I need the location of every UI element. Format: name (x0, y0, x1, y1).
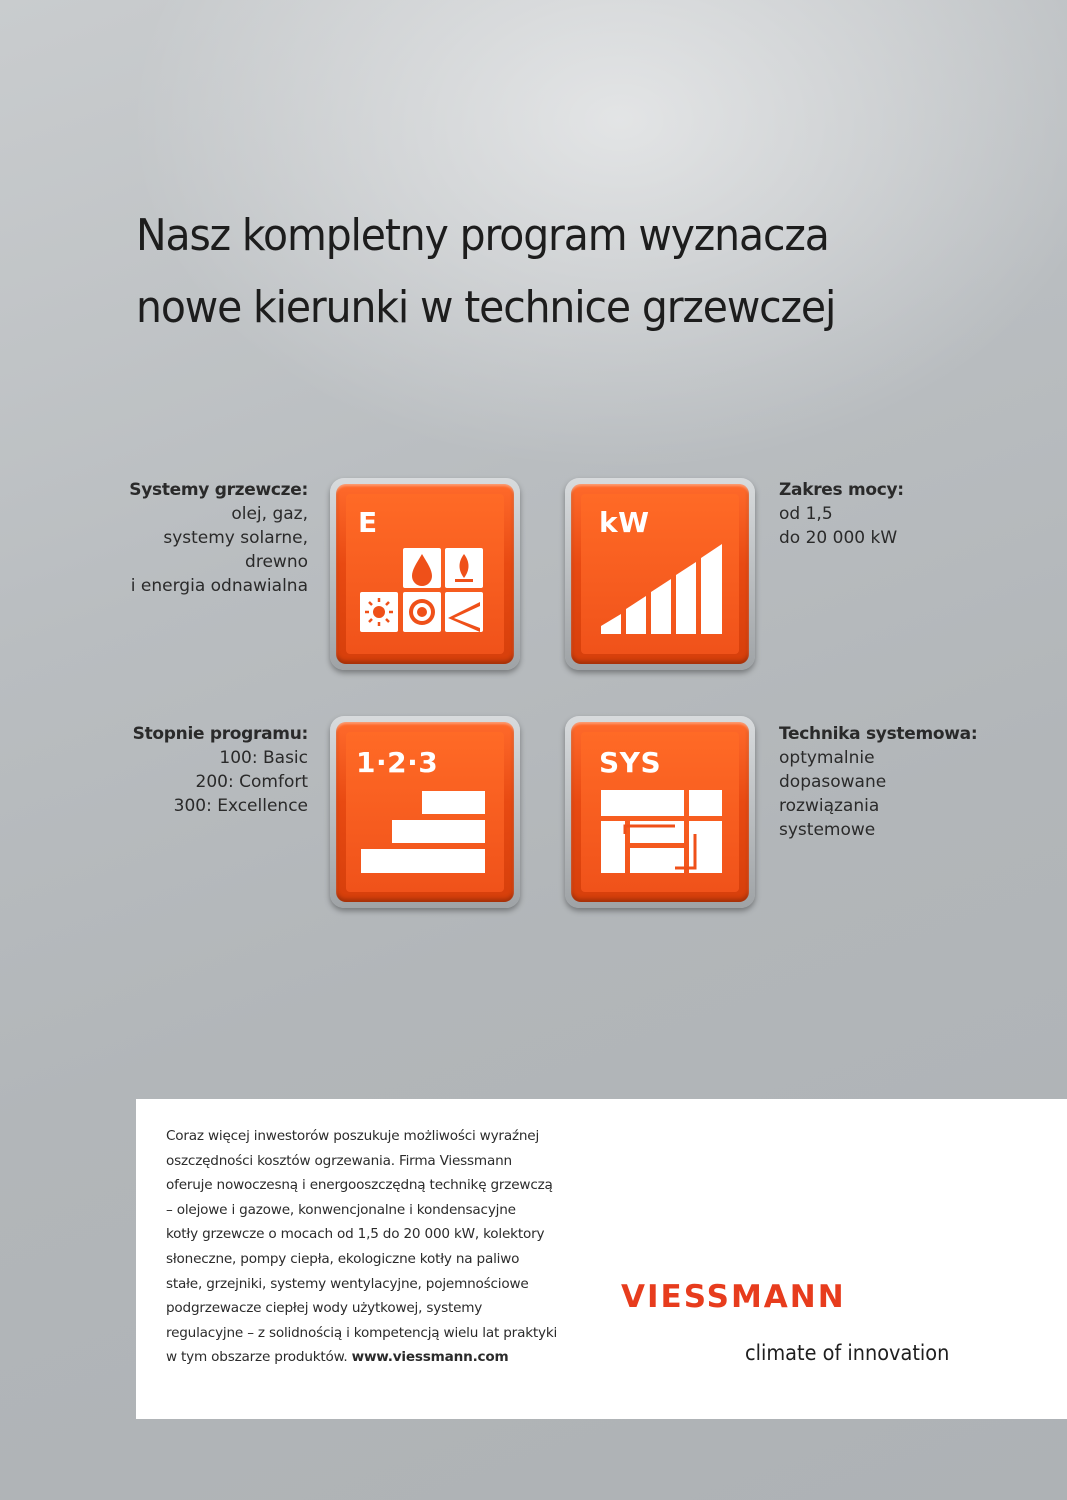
info-line: oferuje nowoczesną i energooszczędną technikę grzewczą (166, 1177, 553, 1194)
system-caption-title: Technika systemowa: (779, 724, 978, 744)
levels-caption-line: 300: Excellence (173, 796, 308, 816)
key-power (565, 478, 755, 670)
info-line: słoneczne, pompy ciepła, ekologiczne kotły na paliwo (166, 1250, 520, 1267)
info-line: stałe, grzejniki, systemy wentylacyjne, pojemnościowe (166, 1275, 529, 1292)
headline-line-1: Nasz kompletny program wyznacza (136, 210, 829, 261)
info-panel (136, 1099, 1067, 1419)
system-caption-line: optymalnie (779, 748, 875, 768)
system-caption-line: dopasowane (779, 772, 887, 792)
heating-caption-line: systemy solarne, (163, 528, 308, 548)
power-caption-line: do 20 000 kW (779, 528, 898, 548)
website-link[interactable]: www.viessmann.com (351, 1349, 509, 1366)
heating-caption-line: i energia odnawialna (130, 576, 308, 596)
system-caption-line: systemowe (779, 820, 876, 840)
heating-caption-title: Systemy grzewcze: (129, 480, 308, 500)
headline-line-2: nowe kierunki w technice grzewczej (136, 282, 836, 333)
info-text (166, 1124, 586, 1370)
levels-caption-title: Stopnie programu: (132, 724, 308, 744)
steps-icon (330, 716, 520, 908)
viessmann-logo (621, 1279, 961, 1379)
info-line: regulacyjne – z solidnością i kompetencją wielu lat praktyki (166, 1324, 558, 1341)
levels-caption-line: 100: Basic (219, 748, 308, 768)
heating-caption-line: olej, gaz, (231, 504, 308, 524)
info-line: oszczędności kosztów ogrzewania. Firma Viessmann (166, 1152, 512, 1169)
brand-name: VIESSMANN (621, 1279, 846, 1315)
info-line: kotły grzewcze o mocach od 1,5 do 20 000 kW, kolektory (166, 1226, 545, 1243)
energy-sources-icon (330, 478, 520, 670)
system-blocks-icon (565, 716, 755, 908)
system-caption-line: rozwiązania (779, 796, 880, 816)
brand-tagline: climate of innovation (745, 1341, 950, 1365)
heating-caption (68, 478, 308, 598)
power-bars-icon (565, 478, 755, 670)
info-line: Coraz więcej inwestorów poszukuje możliwości wyraźnej (166, 1128, 540, 1144)
key-energy-label: E (358, 506, 378, 539)
info-line-prefix: w tym obszarze produktów. (166, 1349, 352, 1366)
power-caption-title: Zakres mocy: (779, 480, 904, 500)
power-caption (779, 478, 1039, 550)
key-power-label: kW (599, 506, 650, 539)
key-system-label: SYS (599, 746, 662, 779)
headline (136, 200, 880, 344)
info-line: podgrzewacze ciepłej wody użytkowej, systemy (166, 1300, 483, 1317)
key-system (565, 716, 755, 908)
heating-caption-line: drewno (245, 552, 308, 572)
levels-caption (68, 722, 308, 818)
info-line: – olejowe i gazowe, konwencjonalne i kondensacyjne (166, 1201, 516, 1218)
key-energy (330, 478, 520, 670)
levels-caption-line: 200: Comfort (195, 772, 308, 792)
info-line-last (166, 1345, 586, 1370)
power-caption-line: od 1,5 (779, 504, 833, 524)
key-levels (330, 716, 520, 908)
key-levels-label: 1·2·3 (356, 746, 439, 779)
system-caption (779, 722, 1039, 842)
